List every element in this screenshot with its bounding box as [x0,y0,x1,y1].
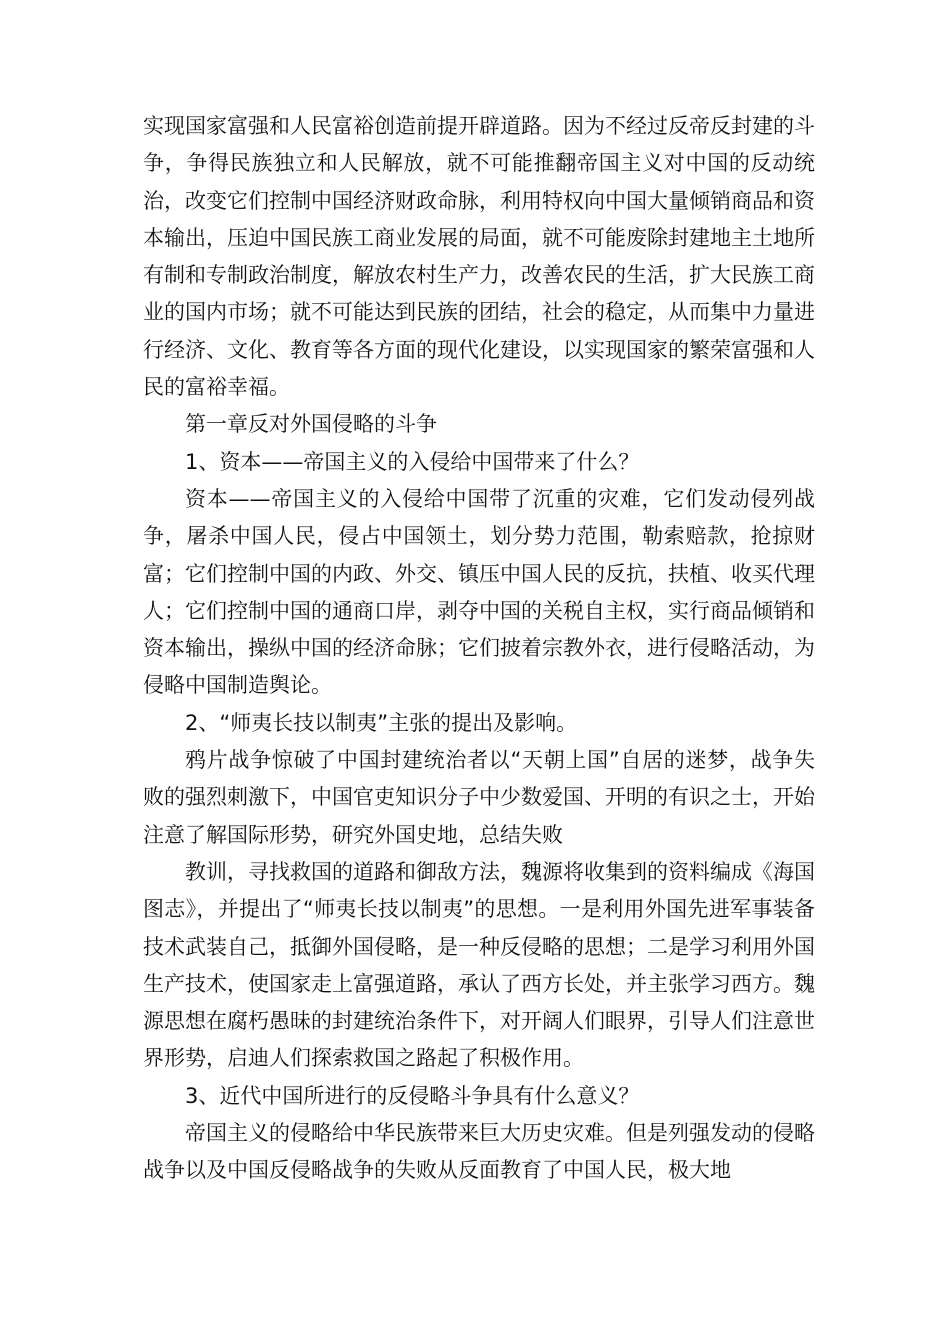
question-3: 3、近代中国所进行的反侵略斗争具有什么意义？ [185,1083,640,1108]
question-2: 2、“师夷长技以制夷”主张的提出及影响。 [185,710,578,735]
answer-1: 资本——帝国主义的入侵给中国带了沉重的灾难，它们发动侵列战争，屠杀中国人民，侵占中国领土，划分势力范围，勒索赔款，抢掠财富；它们控制中国的内政、外交、镇压中国人民的反抗，扶植、收买代理人；它们控制中国的通商口岸，剥夺中国的关税自主权，实行商品倾销和资本输出，操纵中国的经济命脉；它们披着宗教外衣，进行侵略活动，为侵略中国制造舆论。 [143,486,815,698]
question-1: 1、资本——帝国主义的入侵给中国带来了什么？ [185,449,640,474]
intro-paragraph: 实现国家富强和人民富裕创造前提开辟道路。因为不经过反帝反封建的斗争，争得民族独立和人民解放，就不可能推翻帝国主义对中国的反动统治，改变它们控制中国经济财政命脉，利用特权向中国大量倾销商品和资本输出，压迫中国民族工商业发展的局面，就不可能废除封建地主土地所有制和专制政治制度，解放农村生产力，改善农民的生活，扩大民族工商业的国内市场；就不可能达到民族的团结，社会的稳定，从而集中力量进行经济、文化、教育等各方面的现代化建设，以实现国家的繁荣富强和人民的富裕幸福。 [143,114,815,400]
document-body [143,108,815,1190]
answer-2-part-2: 教训，寻找救国的道路和御敌方法，魏源将收集到的资料编成《海国图志》，并提出了“师夷长技以制夷”的思想。一是利用外国先进军事装备技术武装自己，抵御外国侵略，是一种反侵略的思想；二是学习利用外国生产技术，使国家走上富强道路，承认了西方长处，并主张学习西方。魏源思想在腐朽愚昧的封建统治条件下，对开阔人们眼界，引导人们注意世界形势，启迪人们探索救国之路起了积极作用。 [143,859,815,1071]
answer-2-part-1: 鸦片战争惊破了中国封建统治者以“天朝上国”自居的迷梦，战争失败的强烈刺激下，中国官吏知识分子中少数爱国、开明的有识之士，开始注意了解国际形势，研究外国史地，总结失败 [143,748,815,847]
chapter-heading: 第一章反对外国侵略的斗争 [185,412,437,437]
answer-3: 帝国主义的侵略给中华民族带来巨大历史灾难。但是列强发动的侵略战争以及中国反侵略战争的失败从反面教育了中国人民，极大地 [143,1121,815,1183]
